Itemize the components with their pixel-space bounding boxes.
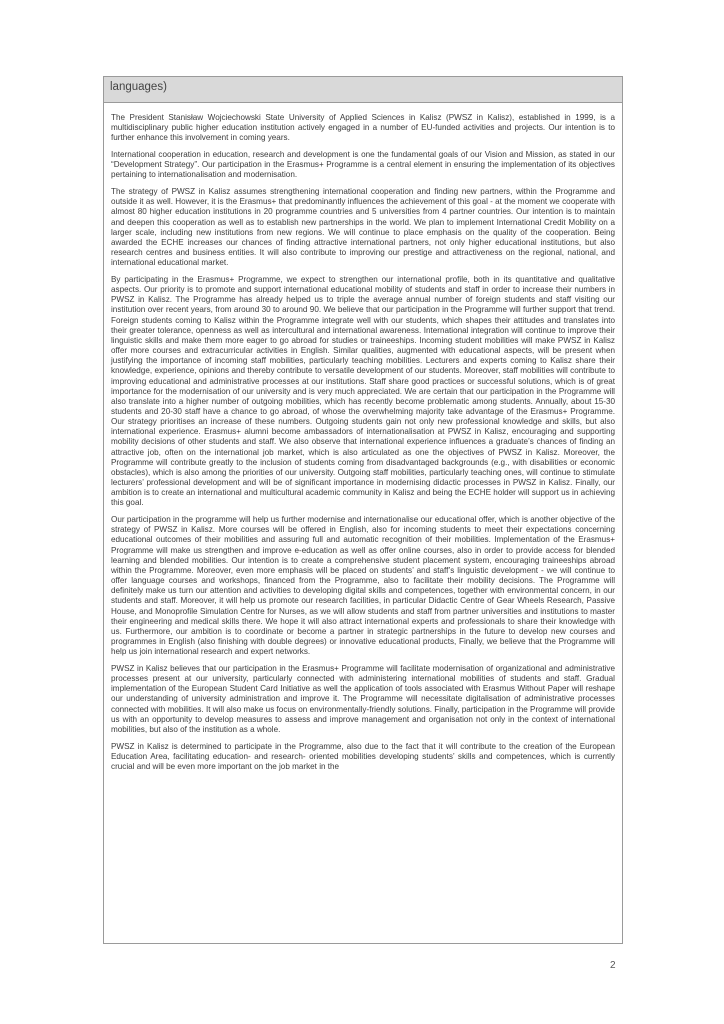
paragraph-european-education-area: PWSZ in Kalisz is determined to participate in the Programme, also due to the fact that it will contribute to the creation of the European Education Area, facilitating education- and research- oriented mobilities developing students’ skills and competences, which is currently crucial and will be even more important on the job market in the [111, 741, 615, 771]
document-frame [103, 76, 623, 944]
paragraph-intro: The President Stanisław Wojciechowski State University of Applied Sciences in Kalisz (PWSZ in Kalisz), established in 1999, is a multidisciplinary public higher education institution actively engaged in a number of EU-funded activities and projects. Our intention is to further enhance this involvement in coming years. [111, 113, 615, 143]
page-number: 2 [610, 960, 616, 971]
paragraph-administration: PWSZ in Kalisz believes that our participation in the Erasmus+ Programme will facilitate modernisation of organizational and administrative processes present at our university, particularly connected with administering international mobilities of students and staff. Gradual implementation of the European Student Card Initiative as well the application of tools associated with Erasmus Without Paper will reshape our understanding of university administration and improve it. The Programme will necessitate digitalisation of administrative processes connected with mobilities. It will also make us focus on environmentally-friendly solutions. Finally, participation in the Programme will provide us with an opportunity to develop measures to assess and improve management and organisation not only in the context of international mobilities, but also of the institution as a whole. [111, 663, 615, 734]
paragraph-modernise-offer: Our participation in the programme will help us further modernise and internationalise our educational offer, which is another objective of the strategy of PWSZ in Kalisz. More courses will be offered in English, also for incoming students to meet their expectations concerning educational outcomes of their mobilities and assuring full and automatic recognition of their mobilities. Implementation of the Erasmus+ Programme will make us strengthen and improve e-education as well as offer online courses, also in order to provide access for blended learning and blended mobilities. Our intention is to create a comprehensive student placement system, encouraging traineeships abroad within the Programme. Moreover, even more emphasis will be placed on students’ and staff’s linguistic development - we will continue to offer language courses and workshops, financed from the Programme, also to facilitate their mobility decisions. The Programme will definitely make us turn our attention and activities to developing digital skills and competences, together with environmental concern, in our students and staff. Moreover, it will help us promote our research facilities, in particular Didactic Centre of Gear Wheels Research, Passive House, and Monoprofile Simulation Centre for Nurses, as we will allow students and staff from partner universities and institutions to master their engineering and medical skills there. We hope it will also attract international experts and professionals to share their knowledge with us. Furthermore, our ambition is to coordinate or become a partner in strategic partnerships in the future to develop new courses and programmes in English (also finishing with double degrees) or innovative educational products, Finally, we believe that the Programme will help us join international research and expert networks. [111, 515, 615, 657]
paragraph-strategy: The strategy of PWSZ in Kalisz assumes strengthening international cooperation and finding new partners, within the Programme and outside it as well. However, it is the Erasmus+ that predominantly influences the achievement of this goal - at the moment we cooperate with almost 80 higher education institutions in 20 programme countries and 5 universities from 4 partner countries. Our intention is to maintain and deepen this cooperation as well as to establish new partnerships in the world. We plan to implement International Credit Mobility on a larger scale, including new institutions from new regions. We will continue to place emphasis on the quality of the cooperation. Being awarded the ECHE increases our chances of finding attractive international partners, not only higher educational institutions, but also research centres and business entities. It will also contribute to improving our prestige and attractiveness on the regional, national, and international educational market. [111, 187, 615, 268]
paragraph-mobility: By participating in the Erasmus+ Programme, we expect to strengthen our international profile, both in its quantitative and qualitative aspects. Our priority is to promote and support international educational mobility of students and staff in order to increase their numbers in PWSZ in Kalisz. The Programme has already helped us to triple the average annual number of foreign students and staff visiting our institution over recent years, from around 30 to around 90. We believe that our participation in the Programme will further support that trend. Foreign students coming to Kalisz within the Programme integrate well with our students, which shapes their attitudes and translates into their greater tolerance, openness as well as intercultural and international awareness. International integration will continue to improve their linguistic skills and make them more eager to go abroad for studies or traineeships. Incoming student mobilities will make PWSZ in Kalisz offer more courses and extracurricular activities in English. Similar qualities, augmented with educational aspects, will be present when justifying the importance of incoming staff mobilities, particularly teaching mobilities. Lecturers and experts coming to Kalisz share their knowledge, experience, opinions and thereby contribute to versatile development of our students. Moreover, staff mobilities will contribute to improving educational and administrative processes at our institutions. Staff share good practices or successful solutions, which is of great importance for the modernisation of our university and is very much appreciated. We are certain that our participation in the Programme will also translate into a higher number of outgoing mobilities, which has recently become problematic among students. Annually, about 15-30 students and 20-30 staff have a chance to go abroad, of whose the overwhelming majority take advantage of the Erasmus+ Programme. Our strategy prioritises an increase of these numbers. Outgoing students gain not only new professional knowledge and skills, but also international experience. Erasmus+ alumni become ambassadors of internationalisation at PWSZ in Kalisz, encouraging and supporting mobility decisions of other students and staff. We also observe that international experience influences a graduate’s chances of finding an attractive job, often on the international job market, which is also articulated as one the objectives of PWSZ in Kalisz. Moreover, the Programme will contribute greatly to the inclusion of students coming from disadvantaged backgrounds (e.g., with disabilities or economic obstacles), which is also among the priorities of our university. Outgoing staff mobilities, particularly teaching ones, will continue to stimulate lecturers’ professional development and will be of significant importance in modernising didactic processes in PWSZ in Kalisz. Finally, our ambition is to create an international and multicultural academic community in Kalisz and being the ECHE holder will support us in achieving this goal. [111, 274, 615, 508]
section-header: languages) [104, 77, 622, 103]
document-body [104, 103, 622, 772]
paragraph-international-cooperation: International cooperation in education, research and development is one the fundamental goals of our Vision and Mission, as stated in our “Development Strategy”. Our participation in the Erasmus+ Programme is a central element in ensuring the implementation of its objectives pertaining to internationalisation and modernisation. [111, 150, 615, 180]
